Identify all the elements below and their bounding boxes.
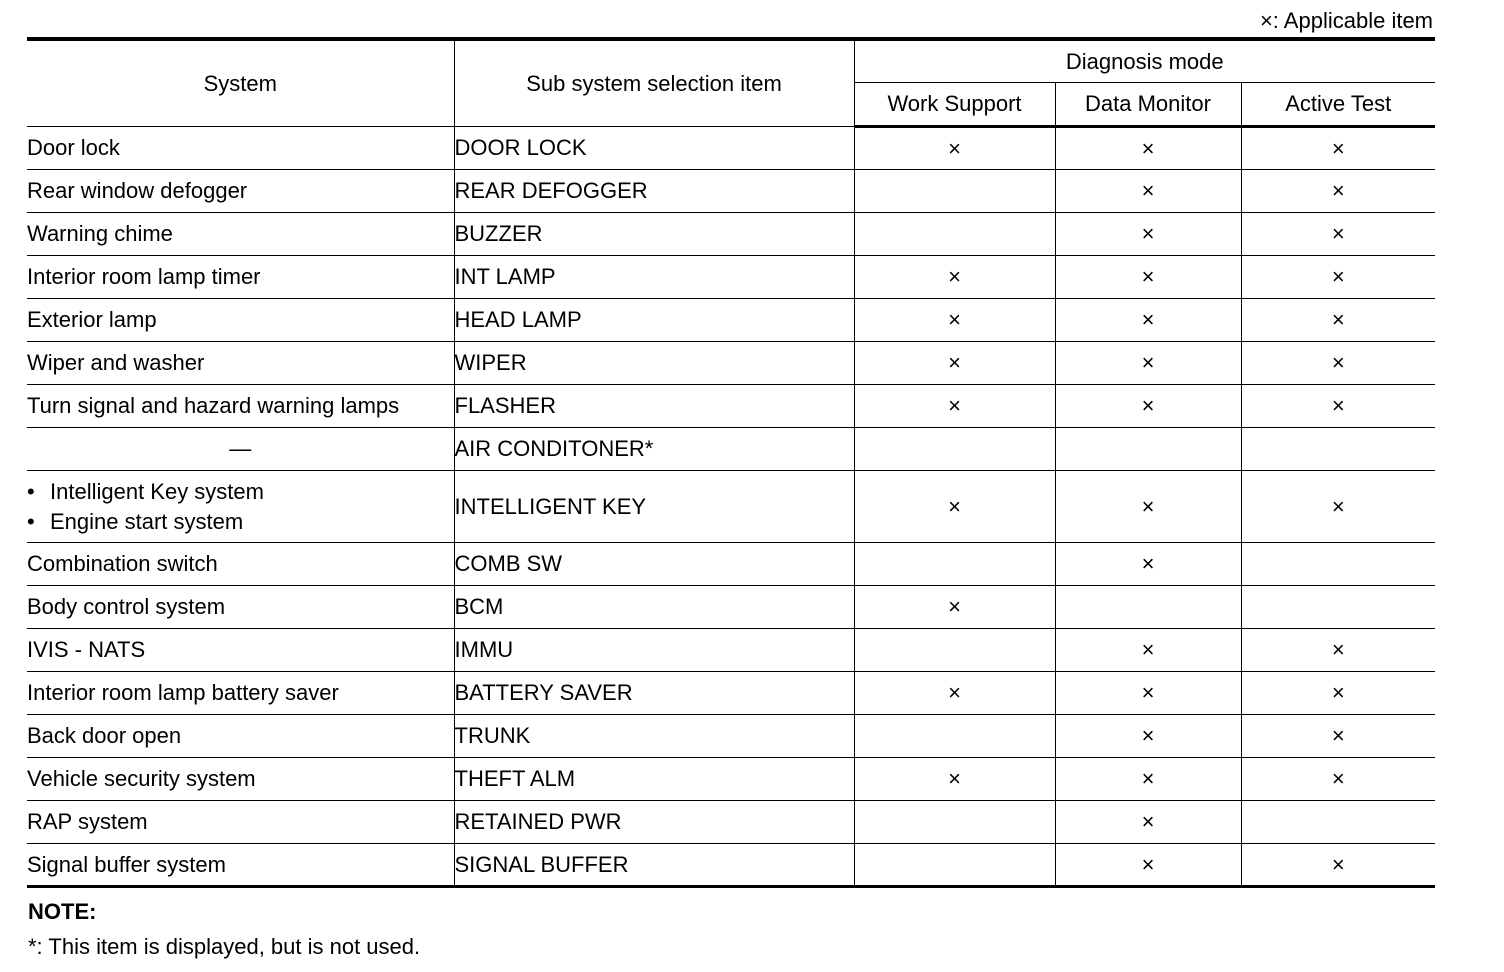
sub-system-cell: TRUNK	[454, 715, 854, 758]
sub-system-cell: BATTERY SAVER	[454, 672, 854, 715]
table-row	[27, 715, 1435, 758]
sub-system-cell: BUZZER	[454, 213, 854, 256]
system-cell: Signal buffer system	[27, 844, 454, 887]
work-support-mark: ×	[854, 342, 1055, 385]
table-row	[27, 385, 1435, 428]
active-test-mark: ×	[1241, 758, 1435, 801]
table-row	[27, 170, 1435, 213]
active-test-mark: ×	[1241, 844, 1435, 887]
work-support-mark: ×	[854, 672, 1055, 715]
sub-system-cell: INTELLIGENT KEY	[454, 471, 854, 543]
header-row	[27, 39, 1435, 83]
active-test-mark: ×	[1241, 256, 1435, 299]
work-support-mark	[854, 543, 1055, 586]
sub-system-cell: FLASHER	[454, 385, 854, 428]
active-test-mark: ×	[1241, 299, 1435, 342]
system-cell: Interior room lamp battery saver	[27, 672, 454, 715]
sub-system-cell: SIGNAL BUFFER	[454, 844, 854, 887]
table-row	[27, 801, 1435, 844]
work-support-mark	[854, 213, 1055, 256]
table-row	[27, 471, 1435, 543]
data-monitor-mark: ×	[1055, 127, 1241, 170]
work-support-mark: ×	[854, 256, 1055, 299]
data-monitor-mark: ×	[1055, 672, 1241, 715]
sub-system-cell: COMB SW	[454, 543, 854, 586]
work-support-mark	[854, 170, 1055, 213]
system-cell	[27, 471, 454, 543]
data-monitor-mark: ×	[1055, 715, 1241, 758]
system-cell: Exterior lamp	[27, 299, 454, 342]
system-cell: Turn signal and hazard warning lamps	[27, 385, 454, 428]
table-row	[27, 299, 1435, 342]
table-row	[27, 672, 1435, 715]
system-bullet-item: • Intelligent Key system	[27, 477, 454, 507]
active-test-mark	[1241, 543, 1435, 586]
sub-system-cell: INT LAMP	[454, 256, 854, 299]
sub-system-cell: AIR CONDITONER*	[454, 428, 854, 471]
data-monitor-mark: ×	[1055, 213, 1241, 256]
table-row	[27, 543, 1435, 586]
header-diagnosis-mode: Diagnosis mode	[854, 39, 1435, 83]
system-cell: Wiper and washer	[27, 342, 454, 385]
data-monitor-mark: ×	[1055, 801, 1241, 844]
note-title: NOTE:	[28, 899, 97, 924]
table-row	[27, 127, 1435, 170]
sub-system-cell: RETAINED PWR	[454, 801, 854, 844]
active-test-mark	[1241, 428, 1435, 471]
active-test-mark: ×	[1241, 170, 1435, 213]
note-text: *: This item is displayed, but is not used.	[28, 934, 421, 959]
system-cell: IVIS - NATS	[27, 629, 454, 672]
data-monitor-mark: ×	[1055, 385, 1241, 428]
table-row	[27, 758, 1435, 801]
table-row	[27, 629, 1435, 672]
sub-system-cell: HEAD LAMP	[454, 299, 854, 342]
diagnosis-table	[27, 37, 1435, 888]
work-support-mark: ×	[854, 127, 1055, 170]
data-monitor-mark: ×	[1055, 543, 1241, 586]
data-monitor-mark: ×	[1055, 299, 1241, 342]
data-monitor-mark	[1055, 586, 1241, 629]
data-monitor-mark: ×	[1055, 758, 1241, 801]
data-monitor-mark: ×	[1055, 170, 1241, 213]
system-cell: Warning chime	[27, 213, 454, 256]
system-cell: Interior room lamp timer	[27, 256, 454, 299]
sub-system-cell: WIPER	[454, 342, 854, 385]
system-cell: Back door open	[27, 715, 454, 758]
table-row	[27, 256, 1435, 299]
work-support-mark: ×	[854, 758, 1055, 801]
work-support-mark	[854, 801, 1055, 844]
system-cell: Body control system	[27, 586, 454, 629]
active-test-mark: ×	[1241, 342, 1435, 385]
table-row	[27, 342, 1435, 385]
work-support-mark	[854, 629, 1055, 672]
data-monitor-mark: ×	[1055, 629, 1241, 672]
work-support-mark: ×	[854, 586, 1055, 629]
table-row	[27, 844, 1435, 887]
system-cell: Vehicle security system	[27, 758, 454, 801]
sub-system-cell: THEFT ALM	[454, 758, 854, 801]
applicable-item-legend: ×: Applicable item	[1259, 8, 1433, 33]
table-row	[27, 428, 1435, 471]
sub-system-cell: IMMU	[454, 629, 854, 672]
work-support-mark: ×	[854, 471, 1055, 543]
work-support-mark: ×	[854, 385, 1055, 428]
data-monitor-mark: ×	[1055, 844, 1241, 887]
system-cell: Combination switch	[27, 543, 454, 586]
data-monitor-mark	[1055, 428, 1241, 471]
table-row	[27, 213, 1435, 256]
work-support-mark: ×	[854, 299, 1055, 342]
header-work-support: Work Support	[854, 83, 1055, 127]
active-test-mark	[1241, 586, 1435, 629]
system-cell: Door lock	[27, 127, 454, 170]
active-test-mark: ×	[1241, 471, 1435, 543]
table-row	[27, 586, 1435, 629]
active-test-mark: ×	[1241, 715, 1435, 758]
work-support-mark	[854, 844, 1055, 887]
data-monitor-mark: ×	[1055, 342, 1241, 385]
active-test-mark: ×	[1241, 629, 1435, 672]
system-cell: —	[27, 428, 454, 471]
active-test-mark: ×	[1241, 672, 1435, 715]
system-bullet-item: • Engine start system	[27, 507, 454, 537]
system-cell: RAP system	[27, 801, 454, 844]
sub-system-cell: DOOR LOCK	[454, 127, 854, 170]
header-active-test: Active Test	[1241, 83, 1435, 127]
active-test-mark: ×	[1241, 213, 1435, 256]
work-support-mark	[854, 428, 1055, 471]
header-sub-system: Sub system selection item	[454, 39, 854, 127]
header-data-monitor: Data Monitor	[1055, 83, 1241, 127]
system-bullet-list	[27, 477, 454, 537]
system-cell: Rear window defogger	[27, 170, 454, 213]
work-support-mark	[854, 715, 1055, 758]
active-test-mark: ×	[1241, 127, 1435, 170]
data-monitor-mark: ×	[1055, 471, 1241, 543]
data-monitor-mark: ×	[1055, 256, 1241, 299]
sub-system-cell: BCM	[454, 586, 854, 629]
active-test-mark: ×	[1241, 385, 1435, 428]
sub-system-cell: REAR DEFOGGER	[454, 170, 854, 213]
header-system: System	[27, 39, 454, 127]
active-test-mark	[1241, 801, 1435, 844]
